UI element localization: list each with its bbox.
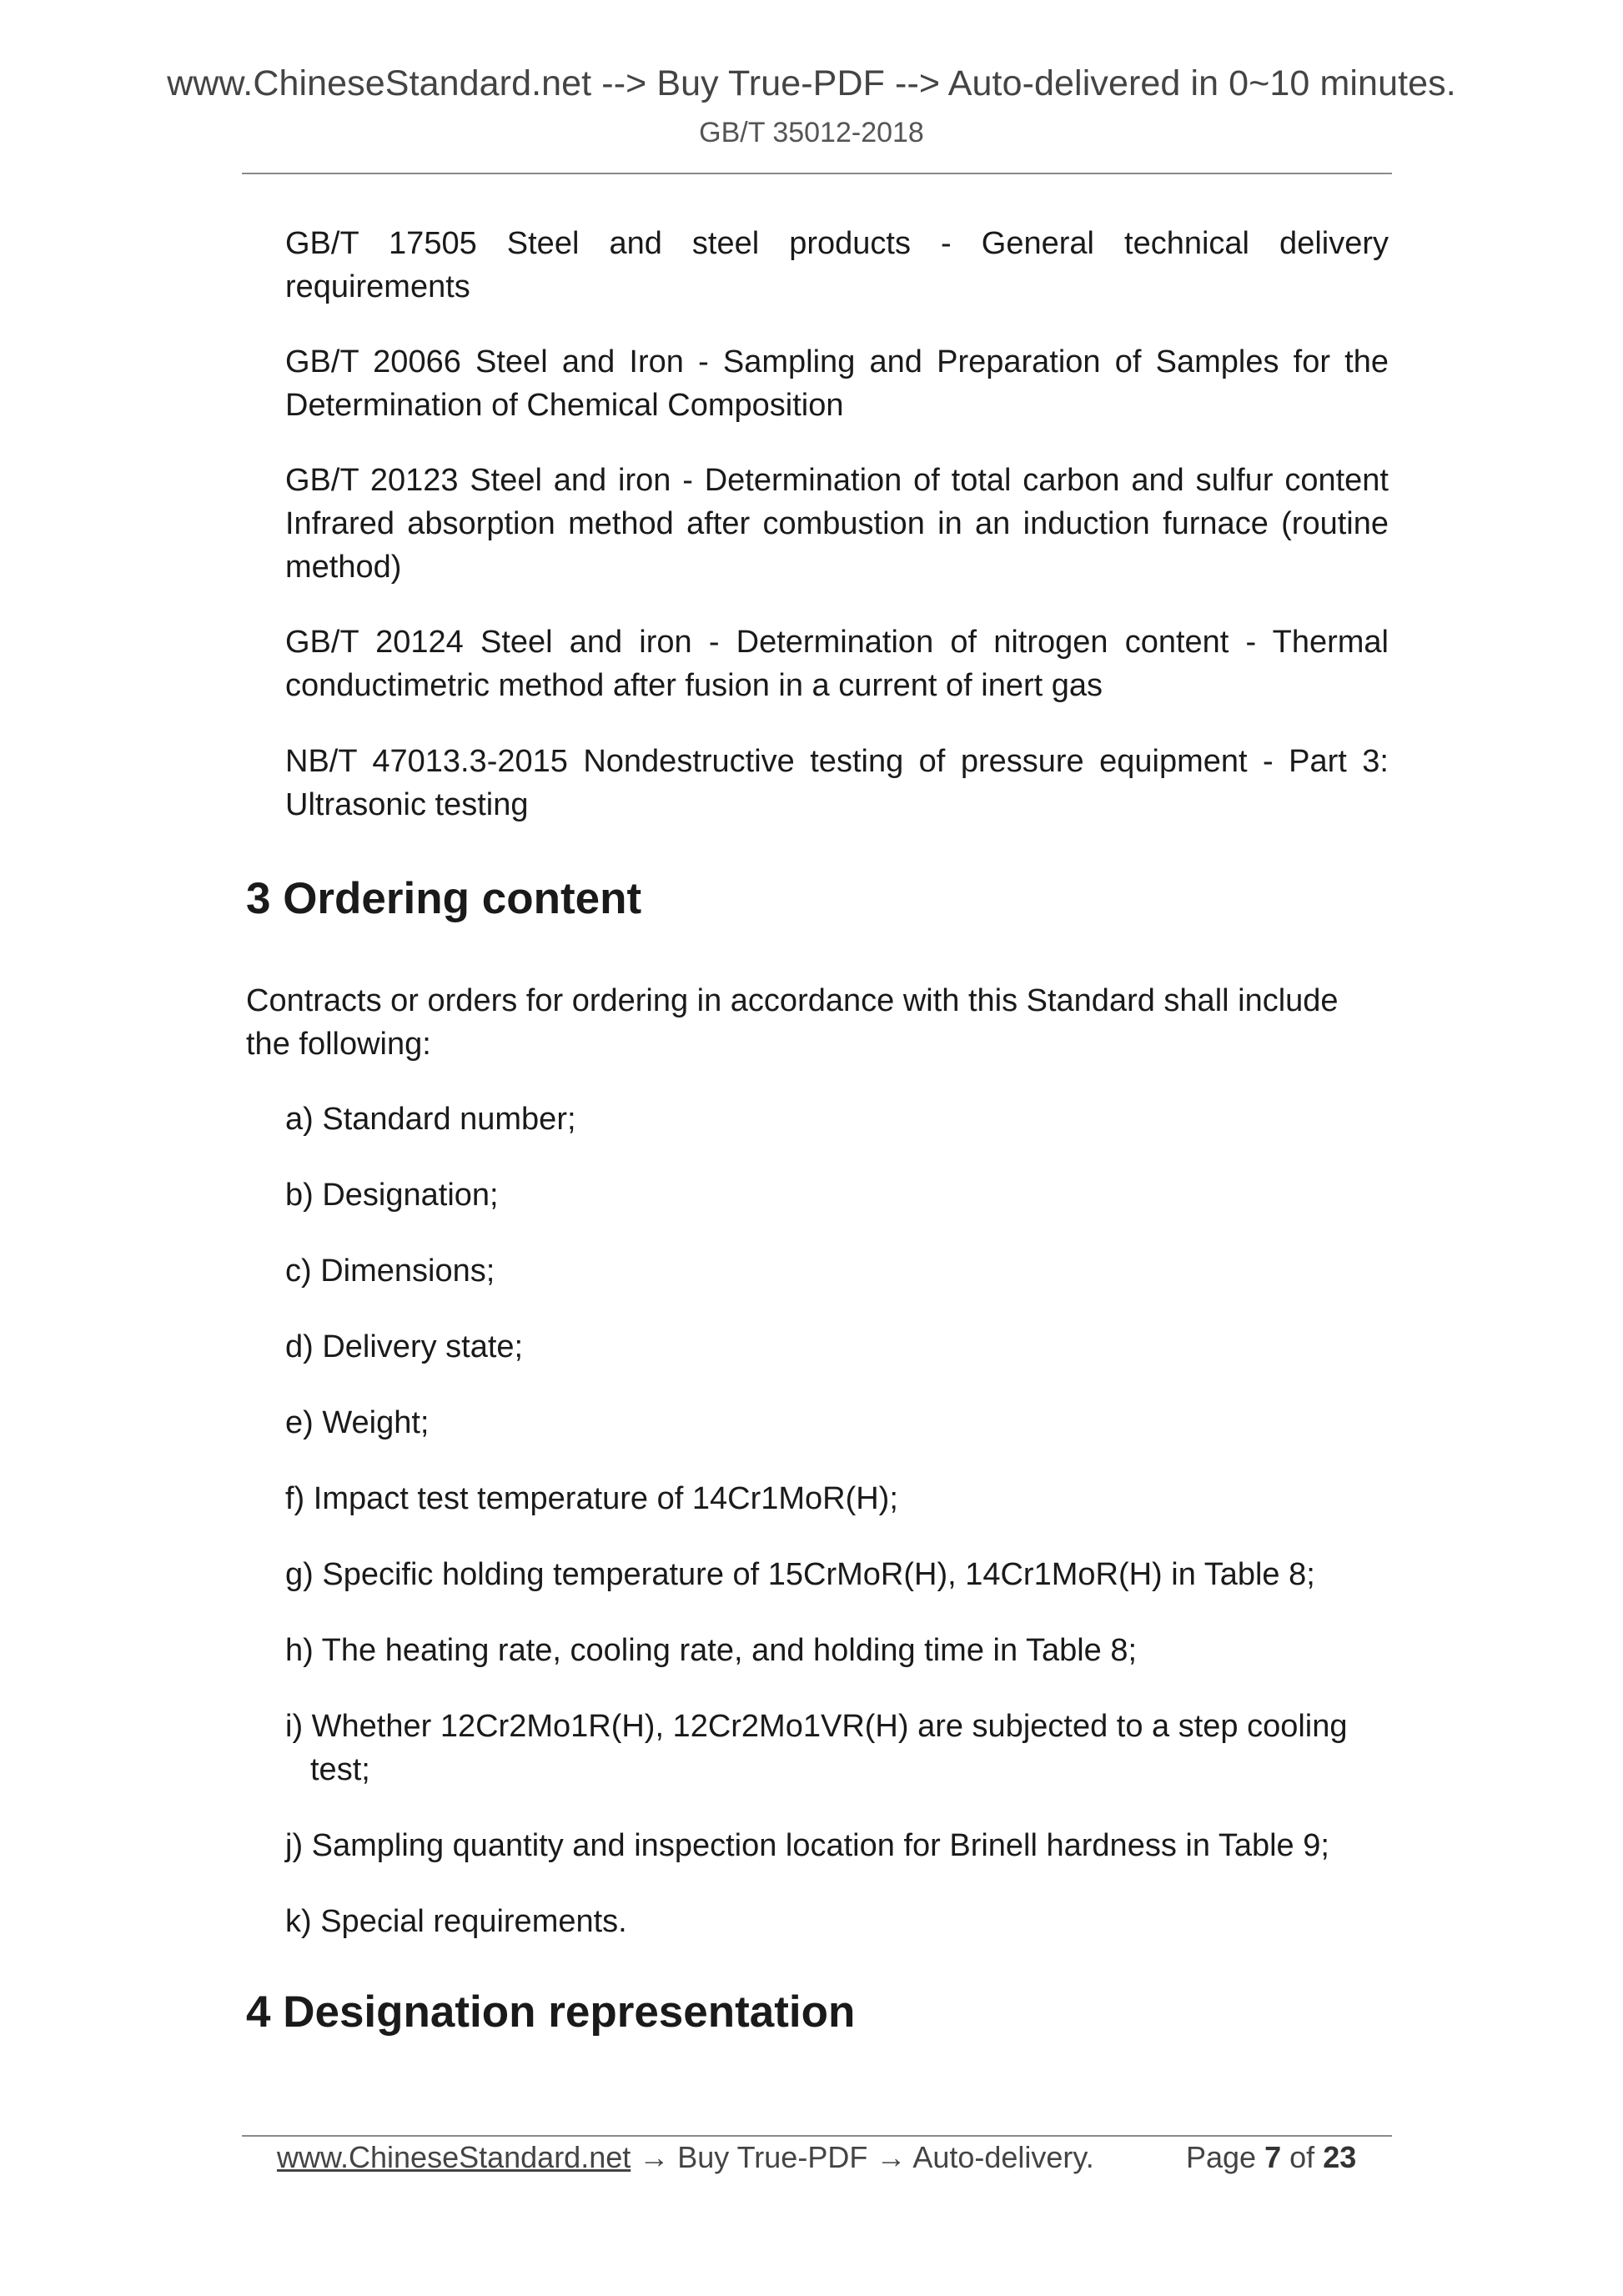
order-item-e: e) Weight; [285,1405,430,1440]
page-indicator [1186,2140,1356,2175]
order-item-k: k) Special requirements. [285,1904,627,1939]
reference-gbt-17505: GB/T 17505 Steel and steel products - General technical delivery requirements [285,226,1389,304]
page-number: 7 [1264,2140,1282,2174]
header-banner: www.ChineseStandard.net --> Buy True-PDF --> Auto-delivered in 0~10 minutes. [167,63,1456,103]
page-total: 23 [1323,2140,1357,2174]
reference-gbt-20124: GB/T 20124 Steel and iron - Determination of nitrogen content - Thermal conductimetric method after fusion in a current of inert gas [285,625,1389,703]
reference-gbt-20066: GB/T 20066 Steel and Iron - Sampling and Preparation of Samples for the Determination of Chemical Composition [285,344,1389,423]
order-item-c: c) Dimensions; [285,1254,495,1289]
page-label: Page [1186,2140,1257,2174]
footer-promo-text: → Buy True-PDF → Auto-delivery. [631,2140,1094,2174]
order-item-h: h) The heating rate, cooling rate, and holding time in Table 8; [285,1633,1138,1668]
footer-promo [277,2140,1094,2175]
order-item-d: d) Delivery state; [285,1329,524,1364]
order-item-b: b) Designation; [285,1178,499,1213]
order-item-a: a) Standard number; [285,1102,576,1137]
footer-divider [242,2135,1392,2137]
section-3-heading: 3 Ordering content [246,874,642,923]
standard-number: GB/T 35012-2018 [699,117,924,148]
order-item-g: g) Specific holding temperature of 15CrMoR(H), 14Cr1MoR(H) in Table 8; [285,1557,1315,1592]
order-item-j: j) Sampling quantity and inspection location for Brinell hardness in Table 9; [285,1828,1329,1863]
footer-site-link[interactable]: www.ChineseStandard.net [277,2140,631,2174]
order-item-i: i) Whether 12Cr2Mo1R(H), 12Cr2Mo1VR(H) are subjected to a step cooling test; [285,1709,1348,1787]
header-divider [242,173,1392,174]
reference-gbt-20123: GB/T 20123 Steel and iron - Determination of total carbon and sulfur content Infrared absorption method after combustion in an induction furnace (routine method) [285,463,1389,585]
section-4-heading: 4 Designation representation [246,1987,856,2037]
order-item-f: f) Impact test temperature of 14Cr1MoR(H); [285,1481,898,1516]
reference-nbt-47013: NB/T 47013.3-2015 Nondestructive testing of pressure equipment - Part 3: Ultrasonic testing [285,744,1389,822]
of-label: of [1289,2140,1315,2174]
section-3-intro: Contracts or orders for ordering in accordance with this Standard shall include the following: [246,983,1339,1062]
